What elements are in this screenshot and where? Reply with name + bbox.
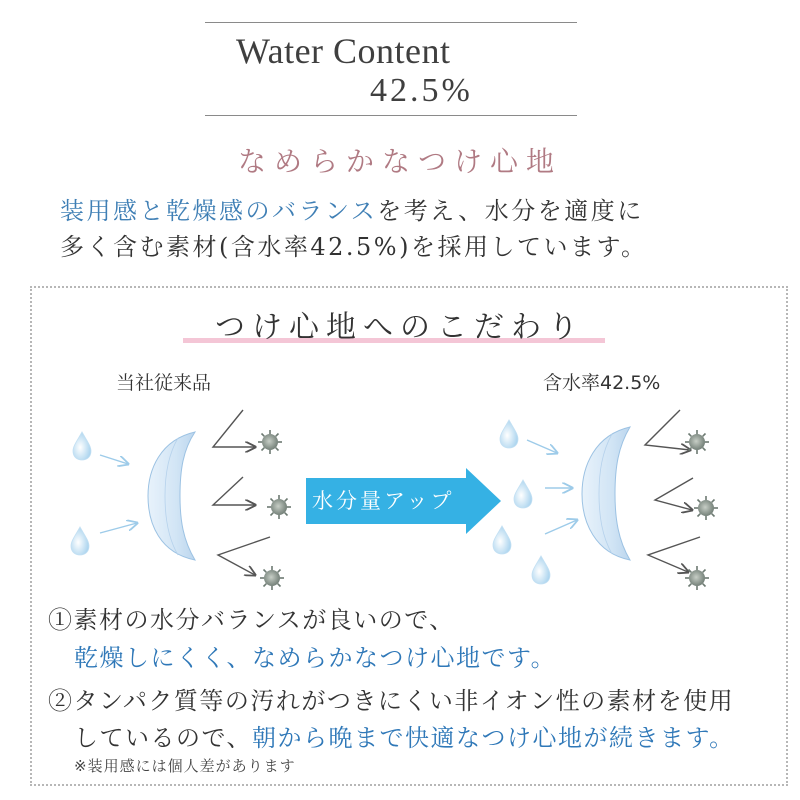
left-lens-group <box>71 410 291 590</box>
water-drop-icon <box>493 526 511 554</box>
intro-line-2: 多く含む素材(含水率42.5%)を採用しています。 <box>60 233 648 261</box>
dirt-particle-icon <box>694 496 718 520</box>
repel-arrow <box>648 537 700 572</box>
water-arrow <box>100 455 128 464</box>
repel-arrow <box>645 410 690 450</box>
repel-arrow <box>655 478 693 510</box>
water-arrow <box>527 440 557 453</box>
disclaimer-note: ※装用感には個人差があります <box>74 757 296 775</box>
dirt-particle-icon <box>267 495 291 519</box>
water-drop-icon <box>73 432 91 460</box>
water-content-label: 含水率42.5% <box>543 372 661 394</box>
water-drop-icon <box>514 480 532 508</box>
repel-arrow <box>213 410 255 447</box>
point-1-line-1: ①素材の水分バランスが良いので、 <box>48 606 455 634</box>
intro-highlight: 装用感と乾燥感のバランス <box>60 197 378 225</box>
intro-line-1-rest: を考え、水分を適度に <box>377 197 644 225</box>
point-2-line-2: しているので、朝から晩まで快適なつけ心地が続きます。 <box>74 724 735 752</box>
water-arrow <box>545 520 577 534</box>
smooth-fit-subtitle: なめらかなつけ心地 <box>237 145 562 178</box>
water-content-value: 42.5% <box>370 72 473 109</box>
water-arrow <box>100 523 137 533</box>
point-2-line-1: ②タンパク質等の汚れがつきにくい非イオン性の素材を使用 <box>48 687 735 715</box>
repel-arrow <box>218 537 270 575</box>
dirt-particle-icon <box>685 566 709 590</box>
right-lens-group <box>493 410 718 590</box>
water-drop-icon <box>71 527 89 555</box>
water-drop-icon <box>532 556 550 584</box>
repel-arrow <box>213 477 255 505</box>
dirt-particle-icon <box>260 566 284 590</box>
dirt-particle-icon <box>685 430 709 454</box>
point-1-line-2: 乾燥しにくく、なめらかなつけ心地です。 <box>74 644 557 672</box>
dirt-particle-icon <box>258 430 282 454</box>
water-content-title: Water Content <box>236 31 451 71</box>
section-title: つけ心地へのこだわり <box>215 310 585 345</box>
conventional-product-label: 当社従来品 <box>116 372 212 394</box>
increase-arrow-label: 水分量アップ <box>312 489 455 513</box>
water-drop-icon <box>500 420 518 448</box>
